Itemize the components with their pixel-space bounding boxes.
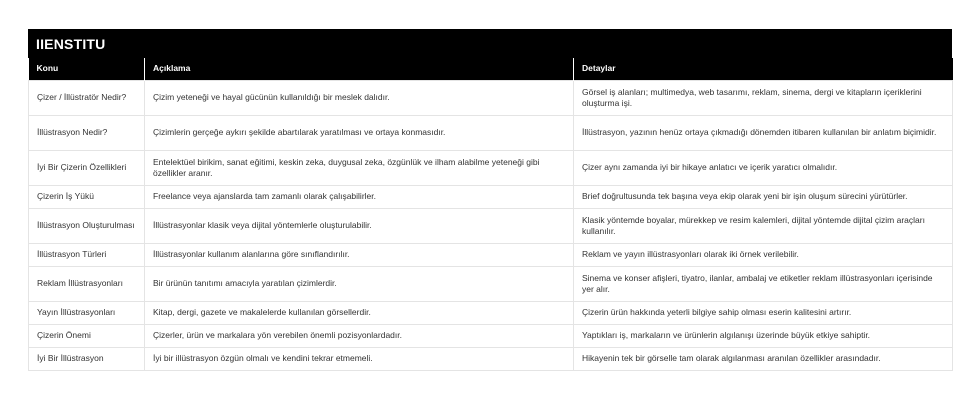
cell-details: Çizerin ürün hakkında yeterli bilgiye sahip olması eserin kalitesini artırır. bbox=[574, 302, 953, 325]
cell-topic: İllüstrasyon Nedir? bbox=[29, 116, 145, 151]
column-header-description: Açıklama bbox=[145, 58, 574, 81]
cell-description: İllüstrasyonlar klasik veya dijital yöntemlerle oluşturulabilir. bbox=[145, 209, 574, 244]
cell-description: İllüstrasyonlar kullanım alanlarına göre sınıflandırılır. bbox=[145, 244, 574, 267]
cell-details: Hikayenin tek bir görselle tam olarak algılanması aranılan özellikler arasındadır. bbox=[574, 348, 953, 371]
info-table bbox=[28, 58, 953, 371]
table-row bbox=[29, 209, 953, 244]
cell-topic: Çizerin İş Yükü bbox=[29, 186, 145, 209]
cell-details: Yaptıkları iş, markaların ve ürünlerin algılanışı üzerinde büyük etkiye sahiptir. bbox=[574, 325, 953, 348]
table-row bbox=[29, 325, 953, 348]
table-row bbox=[29, 81, 953, 116]
column-header-topic: Konu bbox=[29, 58, 145, 81]
cell-description: Freelance veya ajanslarda tam zamanlı olarak çalışabilirler. bbox=[145, 186, 574, 209]
table-header bbox=[29, 58, 953, 81]
column-header-details: Detaylar bbox=[574, 58, 953, 81]
cell-details: Sinema ve konser afişleri, tiyatro, ilanlar, ambalaj ve etiketler reklam illüstrasyonları içerisinde yer alır. bbox=[574, 267, 953, 302]
table-body bbox=[29, 81, 953, 371]
cell-description: Çizimlerin gerçeğe aykırı şekilde abartılarak yaratılması ve ortaya konmasıdır. bbox=[145, 116, 574, 151]
cell-description: Kitap, dergi, gazete ve makalelerde kullanılan görsellerdir. bbox=[145, 302, 574, 325]
cell-description: Çizim yeteneği ve hayal gücünün kullanıldığı bir meslek dalıdır. bbox=[145, 81, 574, 116]
cell-topic: İyi Bir İllüstrasyon bbox=[29, 348, 145, 371]
cell-details: Görsel iş alanları; multimedya, web tasarımı, reklam, sinema, dergi ve kitapların içeriklerini oluşturma işi. bbox=[574, 81, 953, 116]
cell-description: Bir ürünün tanıtımı amacıyla yaratılan çizimlerdir. bbox=[145, 267, 574, 302]
cell-topic: Çizer / İllüstratör Nedir? bbox=[29, 81, 145, 116]
table-row bbox=[29, 302, 953, 325]
cell-description: Çizerler, ürün ve markalara yön verebilen önemli pozisyonlardadır. bbox=[145, 325, 574, 348]
table-row bbox=[29, 151, 953, 186]
cell-details: Klasik yöntemde boyalar, mürekkep ve resim kalemleri, dijital yöntemde dijital çizim araçları kullanılır. bbox=[574, 209, 953, 244]
cell-topic: İllüstrasyon Türleri bbox=[29, 244, 145, 267]
table-row bbox=[29, 244, 953, 267]
cell-topic: İllüstrasyon Oluşturulması bbox=[29, 209, 145, 244]
cell-details: İllüstrasyon, yazının henüz ortaya çıkmadığı dönemden itibaren kullanılan bir anlatım biçimidir. bbox=[574, 116, 953, 151]
cell-topic: Yayın İllüstrasyonları bbox=[29, 302, 145, 325]
content-card bbox=[28, 29, 952, 371]
cell-description: Entelektüel birikim, sanat eğitimi, keskin zeka, duygusal zeka, özgünlük ve ilham alabilme yeteneği gibi özellikler aranır. bbox=[145, 151, 574, 186]
cell-description: İyi bir illüstrasyon özgün olmalı ve kendini tekrar etmemeli. bbox=[145, 348, 574, 371]
cell-topic: Çizerin Önemi bbox=[29, 325, 145, 348]
table-row bbox=[29, 116, 953, 151]
cell-topic: İyi Bir Çizerin Özellikleri bbox=[29, 151, 145, 186]
cell-details: Brief doğrultusunda tek başına veya ekip olarak yeni bir işin oluşum sürecini yürütürler. bbox=[574, 186, 953, 209]
cell-details: Çizer aynı zamanda iyi bir hikaye anlatıcı ve içerik yaratıcı olmalıdır. bbox=[574, 151, 953, 186]
table-row bbox=[29, 348, 953, 371]
header-row bbox=[29, 58, 953, 81]
cell-details: Reklam ve yayın illüstrasyonları olarak iki örnek verilebilir. bbox=[574, 244, 953, 267]
table-row bbox=[29, 186, 953, 209]
cell-topic: Reklam İllüstrasyonları bbox=[29, 267, 145, 302]
table-row bbox=[29, 267, 953, 302]
brand-logo-text: IIENSTITU bbox=[36, 35, 106, 52]
brand-header bbox=[28, 29, 952, 58]
